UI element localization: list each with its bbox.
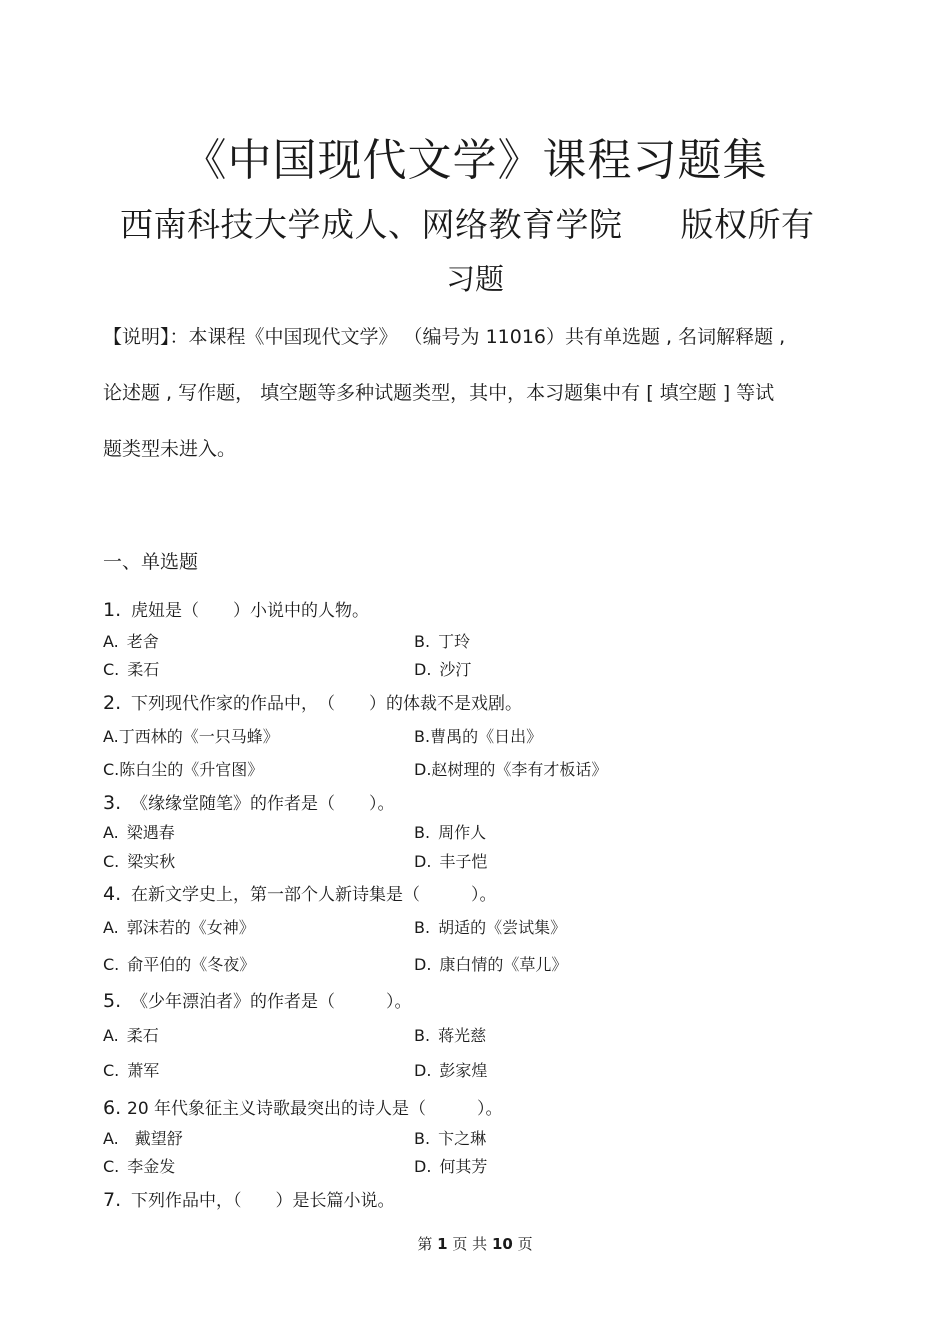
section-heading: 习题 <box>445 262 504 296</box>
option-a <box>103 1023 159 1046</box>
option-text: 柔石 <box>127 660 160 679</box>
option-text: 戴望舒 <box>134 1129 183 1148</box>
option-c <box>103 849 175 872</box>
option-d <box>414 952 567 975</box>
option-text: 沙汀 <box>439 660 472 679</box>
option-label: B. <box>414 918 431 937</box>
option-text: 丁西林的《一只马蜂》 <box>118 727 279 746</box>
question-stem: 《缘缘堂随笔》的作者是（ ）。 <box>131 794 395 814</box>
question-number: 7. <box>103 1189 122 1211</box>
page-footer <box>0 1233 950 1254</box>
footer-mid: 页 共 <box>452 1235 488 1253</box>
option-text: 郭沫若的《女神》 <box>126 918 255 937</box>
option-c <box>103 1058 159 1081</box>
question-6 <box>103 1094 503 1119</box>
option-label: A. <box>103 1129 119 1148</box>
option-text: 何其芳 <box>439 1157 488 1176</box>
option-label: C. <box>103 852 120 871</box>
option-text: 丁玲 <box>438 632 471 651</box>
option-text: 陈白尘的《升官图》 <box>119 760 264 779</box>
question-stem: 下列现代作家的作品中， （ ）的体裁不是戏剧。 <box>131 694 522 714</box>
option-a <box>103 629 159 652</box>
question-stem: 在新文学史上，第一部个人新诗集是（ ）。 <box>131 885 497 905</box>
subtitle-rights: 版权所有 <box>680 205 815 244</box>
question-5 <box>103 987 412 1012</box>
footer-page-number: 1 <box>437 1235 448 1253</box>
option-label: D. <box>414 1157 432 1176</box>
option-a <box>103 1126 183 1149</box>
section-title: 一、单选题 <box>103 551 199 573</box>
note-line-3: 题类型未进入。 <box>103 438 237 460</box>
option-b <box>414 1126 486 1149</box>
option-b <box>414 820 486 843</box>
option-d <box>414 657 471 680</box>
option-label: A. <box>103 632 119 651</box>
option-label: D. <box>414 852 432 871</box>
option-c <box>103 1154 175 1177</box>
option-text: 老舍 <box>126 632 159 651</box>
option-label: B. <box>414 1026 431 1045</box>
question-number: 2. <box>103 692 122 714</box>
option-text: 周作人 <box>438 823 487 842</box>
option-text: 蒋光慈 <box>438 1026 487 1045</box>
question-2 <box>103 689 522 714</box>
option-label: C. <box>103 1061 120 1080</box>
option-label: B. <box>414 727 431 746</box>
option-b <box>414 629 470 652</box>
option-c <box>103 952 255 975</box>
option-text: 曹禺的《日出》 <box>430 727 543 746</box>
option-text: 康白情的《草儿》 <box>439 955 568 974</box>
option-label: A. <box>103 727 119 746</box>
question-stem: 《少年漂泊者》的作者是（ ）。 <box>131 992 412 1012</box>
option-text: 丰子恺 <box>439 852 488 871</box>
question-1 <box>103 596 369 621</box>
footer-suffix: 页 <box>517 1235 533 1253</box>
question-number: 6. <box>103 1097 122 1119</box>
option-text: 卞之琳 <box>438 1129 487 1148</box>
option-d <box>414 1058 487 1081</box>
footer-prefix: 第 <box>417 1235 433 1253</box>
document-title: 《中国现代文学》课程习题集 <box>182 135 768 186</box>
option-text: 胡适的《尝试集》 <box>438 918 567 937</box>
option-label: B. <box>414 823 431 842</box>
option-text: 梁遇春 <box>126 823 175 842</box>
option-b <box>414 1023 486 1046</box>
option-d <box>414 757 607 780</box>
footer-total-pages: 10 <box>491 1235 513 1253</box>
subtitle-org: 西南科技大学成人、网络教育学院 <box>120 205 623 244</box>
option-b <box>414 724 542 747</box>
option-b <box>414 915 566 938</box>
document-subtitle <box>120 199 815 246</box>
option-label: D. <box>414 660 432 679</box>
option-a <box>103 915 255 938</box>
option-text: 赵树理的《李有才板话》 <box>431 760 608 779</box>
option-text: 梁实秋 <box>127 852 176 871</box>
option-c <box>103 657 159 680</box>
option-a <box>103 724 279 747</box>
question-stem: 虎妞是（ ）小说中的人物。 <box>131 601 369 621</box>
question-stem: 20 年代象征主义诗歌最突出的诗人是（ ）。 <box>127 1099 503 1119</box>
question-number: 3. <box>103 792 122 814</box>
option-label: C. <box>103 1157 120 1176</box>
question-3 <box>103 789 395 814</box>
option-d <box>414 1154 487 1177</box>
question-number: 5. <box>103 990 122 1012</box>
option-label: C. <box>103 955 120 974</box>
question-number: 1. <box>103 599 122 621</box>
option-label: A. <box>103 823 119 842</box>
option-label: C. <box>103 660 120 679</box>
option-text: 柔石 <box>126 1026 159 1045</box>
question-stem: 下列作品中，（ ）是长篇小说。 <box>131 1191 395 1211</box>
option-label: C. <box>103 760 120 779</box>
question-number: 4. <box>103 883 122 905</box>
option-a <box>103 820 175 843</box>
option-label: A. <box>103 918 119 937</box>
option-label: B. <box>414 632 431 651</box>
option-d <box>414 849 487 872</box>
option-label: D. <box>414 760 432 779</box>
option-text: 李金发 <box>127 1157 176 1176</box>
option-text: 彭家煌 <box>439 1061 488 1080</box>
option-label: A. <box>103 1026 119 1045</box>
option-label: B. <box>414 1129 431 1148</box>
option-label: D. <box>414 1061 432 1080</box>
note-line-1: 【说明】：本课程《中国现代文学》 （编号为 11016）共有单选题 , 名词解释题 , <box>103 326 786 348</box>
question-4 <box>103 880 497 905</box>
option-c <box>103 757 263 780</box>
question-7 <box>103 1186 395 1211</box>
note-line-2: 论述题 , 写作题， 填空题等多种试题类型，其中，本习题集中有 [ 填空题 ] 等试 <box>103 382 775 404</box>
option-text: 俞平伯的《冬夜》 <box>127 955 256 974</box>
option-label: D. <box>414 955 432 974</box>
option-text: 萧军 <box>127 1061 160 1080</box>
